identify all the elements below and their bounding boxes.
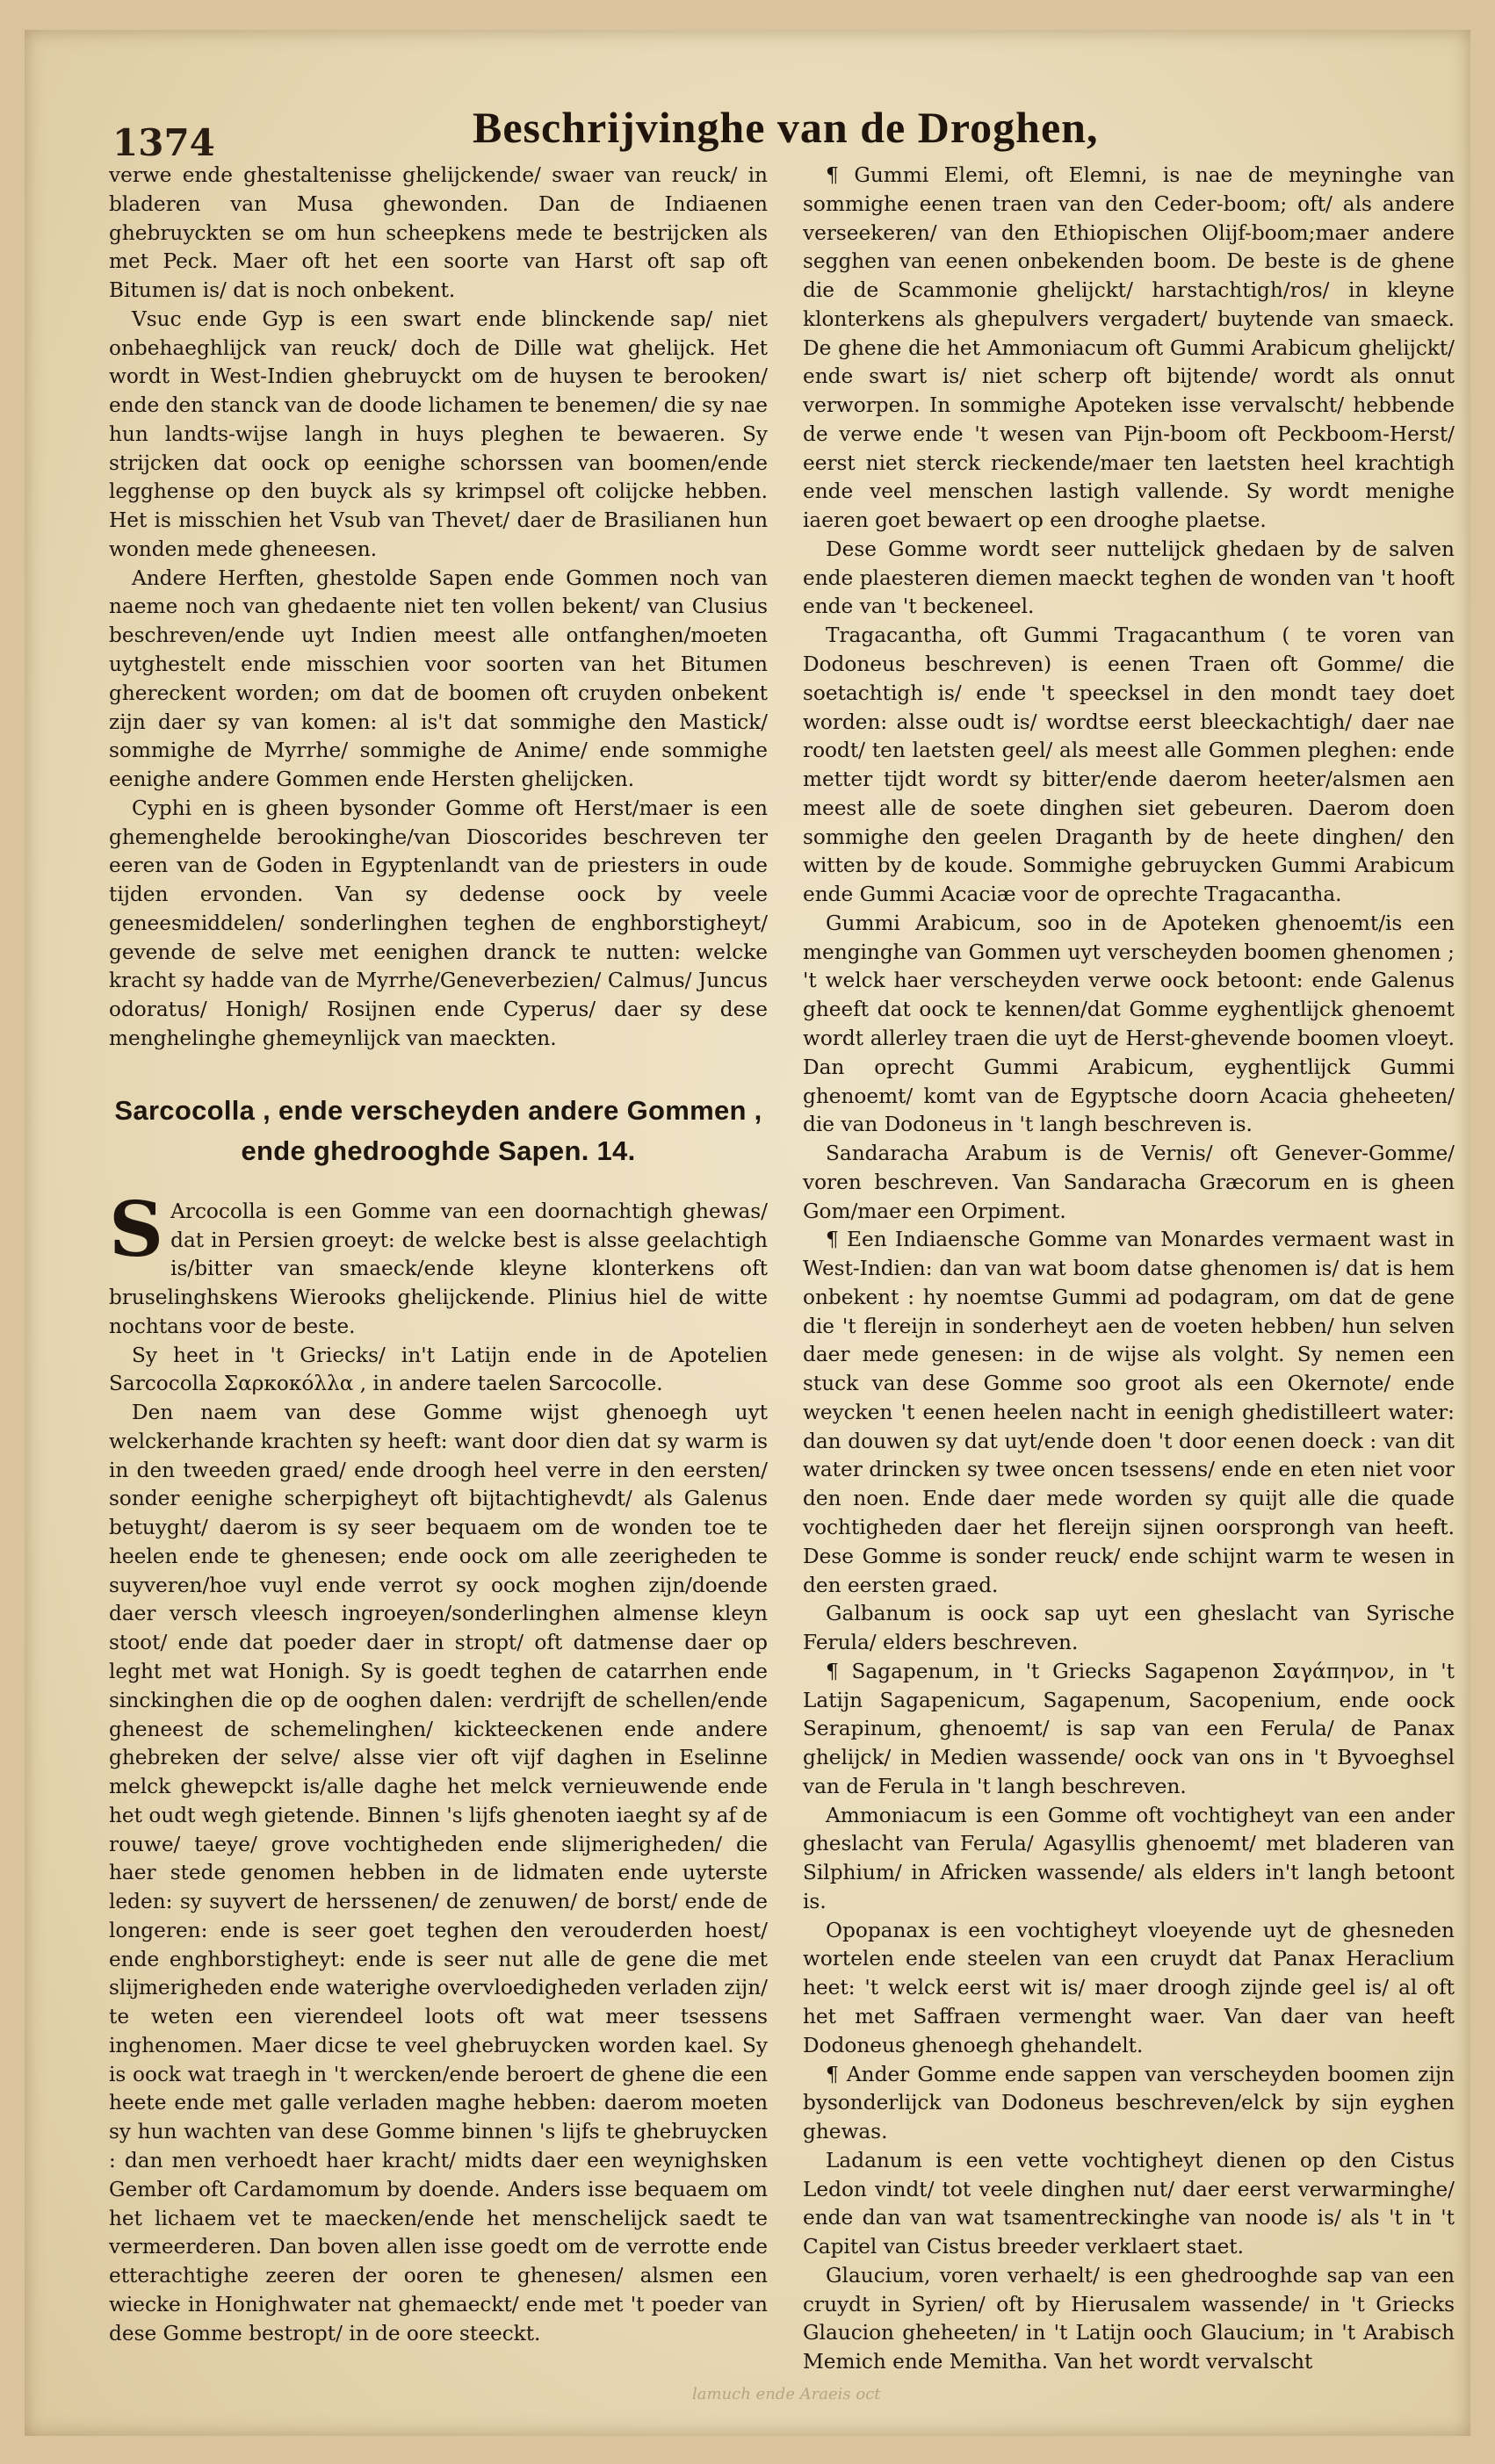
paragraph <box>109 1185 768 1342</box>
paragraph: Sy heet in 't Griecks/ in't Latijn ende in de Apotelien Sarcocolla Σαρκοκόλλα , in andere taelen Sarcocolle. <box>109 1343 768 1396</box>
paragraph: Opopanax is een vochtigheyt vloeyende uyt de ghesneden wortelen ende steelen van een cruydt dat Panax Heraclium heet: 't welck eerst wit is/ maer droogh zijnde geel is/ al oft het met Saffraen vermenght waer. Van daer van heeft Dodoneus ghenoegh ghehandelt. <box>803 1918 1455 2057</box>
book-page <box>25 30 1470 2436</box>
drop-cap: S <box>109 1185 164 1274</box>
paragraph: ¶ Ander Gomme ende sappen van verscheyden boomen zijn bysonderlijck van Dodoneus beschreven/elck by sijn eyghen ghewas. <box>803 2062 1455 2144</box>
paragraph: ¶ Sagapenum, in 't Griecks Sagapenon Σαγάπηνον, in 't Latijn Sagapenicum, Sagapenum, Sacopenium, ende oock Serapinum, ghenoemt/ is sap van een Ferula/ de Panax ghelijck/ in Medien wassende/ oock van ons in 't Byvoeghsel van de Ferula in 't langh beschreven. <box>803 1659 1455 1798</box>
paragraph: Glaucium, voren verhaelt/ is een ghedrooghde sap van een cruydt in Syrien/ oft by Hierusalem wassende/ in 't Griecks Glaucion gheheeten/ in 't Latijn ooch Glaucium; in 't Arabisch Memich ende Memitha. Van het wordt vervalscht <box>803 2263 1455 2374</box>
paragraph: Galbanum is oock sap uyt een gheslacht van Syrische Ferula/ elders beschreven. <box>803 1602 1455 1655</box>
paragraph: ¶ Een Indiaensche Gomme van Monardes vermaent wast in West-Indien: dan van wat boom datse ghenomen is/ dat is hem onbekent : hy noemtse Gummi ad podagram, om dat de gene die 't flereijn in sonderheyt aen de voeten hebben/ hun selven daer mede genesen: in de wijse als volght. Sy nemen een stuck van dese Gomme soo groot als een Okernote/ ende weycken 't eenen heelen nacht in eenigh ghedistilleert water: dan douwen sy dat uyt/ende doen 't door eenen doeck : van dit water drincken sy twee oncen tsessens/ ende en eten niet voor den noen. Ende daer mede worden sy quijt alle die quade vochtigheden daer het flereijn sijnen oorsprongh van heeft. Dese Gomme is sonder reuck/ ende schijnt warm te wesen in den eersten graed. <box>803 1228 1455 1597</box>
paragraph: ¶ Gummi Elemi, oft Elemni, is nae de meyninghe van sommighe eenen traen van den Ceder-boom; oft/ als andere verseekeren/ van den Ethiopischen Olijf-boom;maer andere segghen van eenen onbekenden boom. De beste is de ghene die de Scammonie ghelijckt/ harstachtigh/ros/ in kleyne klonterkens als ghepulvers vergadert/ buytende van smaeck. De ghene die het Ammoniacum oft Gummi Arabicum ghelijckt/ ende swart is/ niet scherp oft bijtende/ wordt als onnut verworpen. In sommighe Apoteken isse vervalscht/ hebbende de verwe ende 't wesen van Pijn-boom oft Peckboom-Herst/ eerst niet sterck rieckende/maer ten laetsten heel krachtigh ende veel menschen lastigh vallende. Sy wordt menighe iaeren goet bewaert op een drooghe plaetse. <box>803 163 1455 533</box>
section-heading-line: Sarcocolla , ende verscheyden andere Gommen , <box>114 1094 762 1126</box>
paragraph: Vsuc ende Gyp is een swart ende blinckende sap/ niet onbehaeghlijck van reuck/ doch de Dille wat ghelijck. Het wordt in West-Indien ghebruyckt om de huysen te berooken/ ende den stanck van de doode lichamen te benemen/ die sy nae hun landts-wijse langh in huys pleghen te bewaeren. Sy strijcken dat oock op eenighe schorssen van boomen/ende legghense op den buyck als sy krimpsel oft colijcke hebben. Het is misschien het Vsub van Thevet/ daer de Brasilianen hun wonden mede gheneesen. <box>109 306 768 561</box>
left-column <box>109 162 768 2348</box>
paragraph: Andere Herften, ghestolde Sapen ende Gommen noch van naeme noch van ghedaente niet ten vollen bekent/ van Clusius beschreven/ende uyt Indien meest alle ontfanghen/moeten uytghestelt ende misschien voor soorten van het Bitumen ghereckent worden; om dat de boomen oft cruyden onbekent zijn daer sy van komen: al is't dat sommighe den Mastick/ sommighe de Myrrhe/ sommighe de Anime/ ende sommighe eenighe andere Gommen ende Hersten ghelijcken. <box>109 566 768 792</box>
paragraph: Gummi Arabicum, soo in de Apoteken ghenoemt/is een menginghe van Gommen uyt verscheyden boomen ghenomen ; 't welck haer verscheyden verwe oock betoont: ende Galenus gheeft dat oock te kennen/dat Gomme eyghentlijck ghenoemt wordt allerley traen die uyt de Herst-ghevende boomen vloeyt. Dan oprecht Gummi Arabicum, eyghentlijck Gummi ghenoemt/ komt van de Egyptsche doorn Acacia gheheeten/ die van Dodoneus in 't langh beschreven is. <box>803 911 1455 1137</box>
right-column <box>803 162 1455 2377</box>
paragraph: Ammoniacum is een Gomme oft vochtigheyt van een ander gheslacht van Ferula/ Agasyllis ghenoemt/ met bladeren van Silphium/ in Africken wassende/ als elders in't langh betoont is. <box>803 1803 1455 1913</box>
running-head: Beschrijvinghe van de Droghen, <box>473 103 1099 152</box>
page-number: 1374 <box>112 121 215 164</box>
paragraph: Den naem van dese Gomme wijst ghenoegh uyt welckerhande krachten sy heeft: want door dien dat sy warm is in den tweeden graed/ ende droogh heel verre in den eersten/ sonder eenighe scherpigheyt oft bijtachtighevdt/ als Galenus betuyght/ daerom is sy seer bequaem om de wonden toe te heelen ende te ghenesen; ende oock om alle zeerigheden te suyveren/hoe vuyl ende verrot sy oock moghen zijn/doende daer versch vleesch ingroeyen/sonderlinghen almense kleyn stoot/ ende dat poeder daer in stropt/ oft datmense daer op leght met wat Honigh. Sy is goedt teghen de catarrhen ende sinckinghen die op de ooghen dalen: verdrijft de schellen/ende gheneest de schemelinghen/ kickteeckenen ende andere ghebreken der selve/ alsse vier oft vijf daghen in Eselinne melck ghewepckt is/alle daghe het melck vernieuwende ende het oudt wegh gietende. Binnen 's lijfs ghenoten iaeght sy af de rouwe/ taeye/ grove vochtigheden ende slijmerigheden/ die haer stede genomen hebben in de lidmaten ende uyterste leden: sy suyvert de herssenen/ de zenuwen/ de borst/ ende de longeren: ende is seer goet teghen den verouderden hoest/ ende enghborstigheyt: ende is seer nut alle de gene die met slijmerigheden ende waterighe overvloedigheden verladen zijn/ te weten een vierendeel loots oft wat meer tsessens inghenomen. Maer dicse te veel ghebruycken worden kael. Sy is oock wat traegh in 't wercken/ende beroert de ghene die een heete ende met galle verladen maghe hebben: daerom moeten sy hun wachten van dese Gomme binnen 's lijfs te ghebruycken : dan men verhoedt haer kracht/ midts daer een weynighsken Gember oft Cardamomum by doende. Anders isse bequaem om het lichaem vet te maecken/ende het menschelijck saedt te vermeerderen. Dan boven allen isse goedt om de verrotte ende etterachtighe zeeren der ooren te ghenesen/ alsmen een wiecke in Honighwater nat ghemaeckt/ ende met 't poeder van dese Gomme bestropt/ in de oore steeckt. <box>109 1401 768 2345</box>
paragraph: Tragacantha, oft Gummi Tragacanthum ( te voren van Dodoneus beschreven) is eenen Traen oft Gomme/ die soetachtigh is/ ende 't speecksel in den mondt taey doet worden: alsse oudt is/ wordtse eerst bleeckachtigh/ daer nae roodt/ ten laetsten geel/ als meest alle Gommen pleghen: ende metter tijdt wordt sy bitter/ende daerom heeter/alsmen aen meest alle de soete dinghen siet gebeuren. Daerom doen sommighe den geelen Draganth by de heete dinghen/ den witten by de koude. Sommighe gebruycken Gummi Arabicum ende Gummi Acaciæ voor de oprechte Tragacantha. <box>803 623 1455 907</box>
paragraph: verwe ende ghestaltenisse ghelijckende/ swaer van reuck/ in bladeren van Musa ghewonden. Dan de Indiaenen ghebruyckten se om hun scheepkens mede te bestrijcken als met Peck. Maer oft het een soorte van Harst oft sap oft Bitumen is/ dat is noch onbekent. <box>109 163 768 303</box>
bleed-through-text: lamuch ende Araeis oct <box>692 2385 881 2403</box>
paragraph: Dese Gomme wordt seer nuttelijck ghedaen by de salven ende plaesteren diemen maeckt teghen de wonden van 't hooft ende van 't beckeneel. <box>803 537 1455 619</box>
paragraph: Sandaracha Arabum is de Vernis/ oft Genever-Gomme/ voren beschreven. Van Sandaracha Græcorum en is gheen Gom/maer een Orpiment. <box>803 1142 1455 1223</box>
section-heading-line: ende ghedrooghde Sapen. 14. <box>241 1135 636 1166</box>
section-heading <box>109 1091 768 1171</box>
paragraph: Cyphi en is gheen bysonder Gomme oft Herst/maer is een ghemenghelde berookinghe/van Dioscorides beschreven ter eeren van de Goden in Egyptenlandt van de priesters in oude tijden ervonden. Van sy dedense oock by veele geneesmiddelen/ sonderlinghen teghen de enghborstigheyt/ gevende de selve met eenighen dranck te nutten: welcke kracht sy hadde van de Myrrhe/Geneverbezien/ Calmus/ Juncus odoratus/ Honigh/ Rosijnen ende Cyperus/ daer sy dese menghelinghe ghemeynlijck van maeckten. <box>109 796 768 1050</box>
paragraph: Ladanum is een vette vochtigheyt dienen op den Cistus Ledon vindt/ tot veele dinghen nut/ daer eerst verwarminghe/ ende dan van wat tsamentreckinghe van noode is/ als 't in 't Capitel van Cistus breeder verklaert staet. <box>803 2148 1455 2259</box>
paragraph-text: Arcocolla is een Gomme van een doornachtigh ghewas/ dat in Persien groeyt: de welcke best is alsse geelachtigh is/bitter van smaeck/ende kleyne klonterkens oft bruselinghskens Wierooks ghelijckende. Plinius hiel de witte nochtans voor de beste. <box>109 1199 768 1338</box>
